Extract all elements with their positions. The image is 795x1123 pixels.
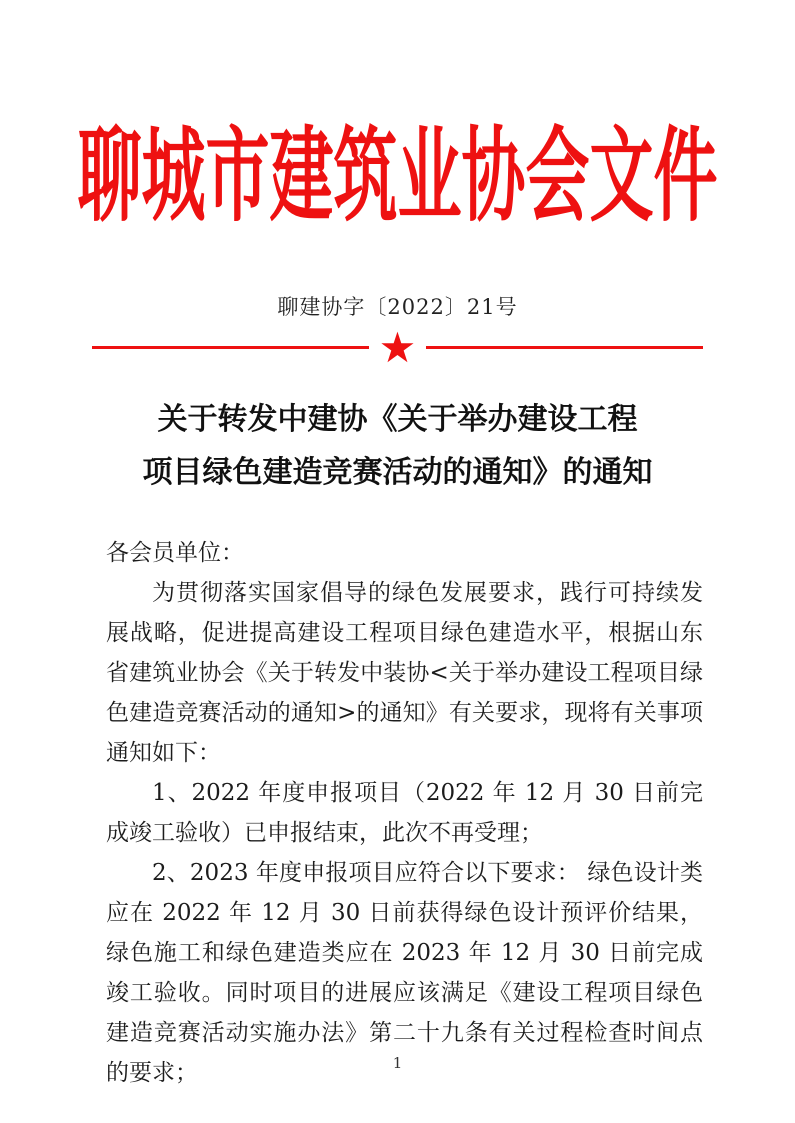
letterhead-title: 聊城市建筑业协会文件 [77, 116, 718, 237]
document-title-line-2: 项目绿色建造竞赛活动的通知》的通知 [142, 455, 653, 490]
salutation: 各会员单位： [106, 540, 244, 566]
paragraph-1: 为贯彻落实国家倡导的绿色发展要求，践行可持续发展战略，促进提高建设工程项目绿色建造水平，根据山东省建筑业协会《关于转发中装协<关于举办建设工程项目绿色建造竞赛活动的通知>的通知》有关要求，现将有关事项通知如下： [106, 580, 703, 766]
page-number: 1 [392, 1054, 403, 1072]
document-title [0, 393, 795, 499]
star-icon: ★ [378, 323, 417, 372]
letterhead [0, 102, 795, 237]
document-body [0, 533, 795, 1093]
page-footer [0, 1054, 795, 1072]
paragraph-2: 1、2022 年度申报项目（2022 年 12 月 30 日前完成竣工验收）已申报结束，此次不再受理； [106, 780, 703, 846]
document-title-line-1: 关于转发中建协《关于举办建设工程 [157, 402, 638, 437]
paragraph-3: 2、2023 年度申报项目应符合以下要求： 绿色设计类应在 2022 年 12 月 30 日前获得绿色设计预评价结果，绿色施工和绿色建造类应在 2023 年 12 月 30 日前完成竣工验收。同时项目的进展应该满足《建设工程项目绿色建造竞赛活动实施办法》第二十九条有关过程检查时间点的要求； [106, 860, 703, 1086]
document-number: 聊建协字〔2022〕21号 [277, 295, 518, 319]
red-line-left [92, 346, 369, 349]
red-line-right [426, 346, 703, 349]
red-divider [0, 323, 795, 372]
